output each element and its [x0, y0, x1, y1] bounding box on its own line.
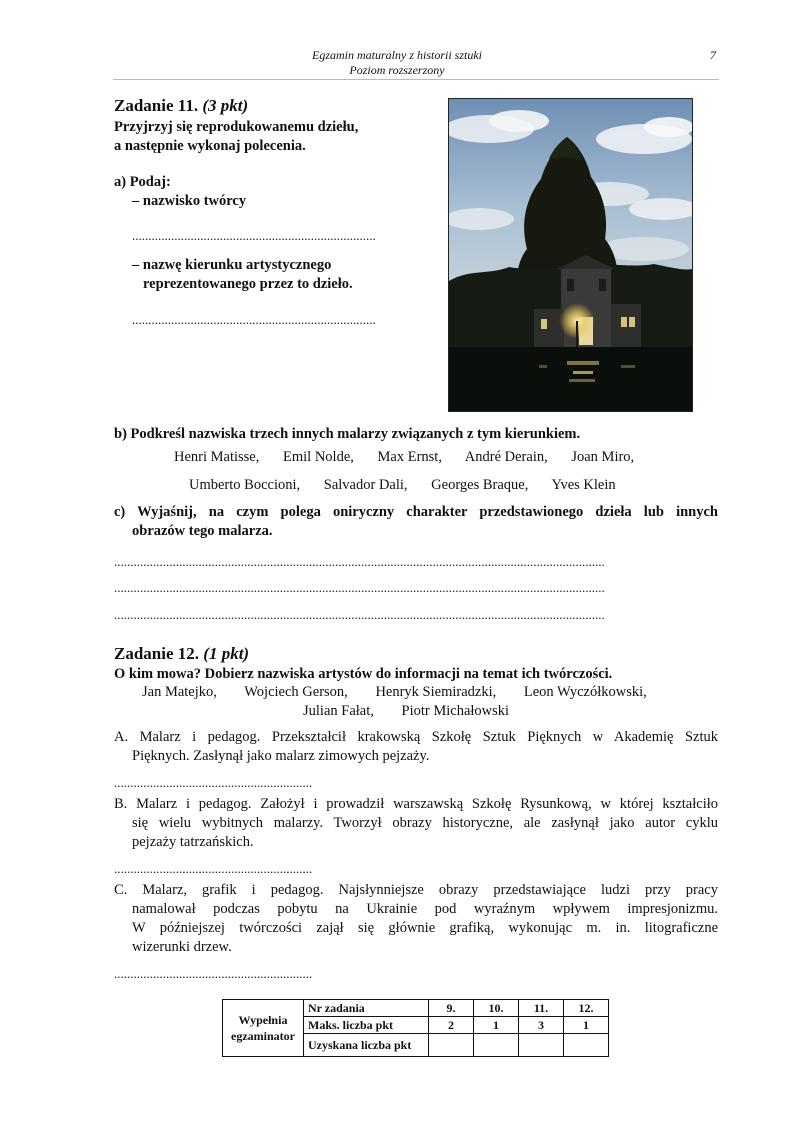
obtained-points-cell[interactable] [474, 1034, 519, 1057]
obtained-points-cell[interactable] [519, 1034, 564, 1057]
task12-item-a-2: Pięknych. Zasłynął jako malarz zimowych pejzaży. [132, 748, 430, 764]
painter-name[interactable]: Yves Klein [551, 477, 616, 493]
task11-c-answer-line1[interactable]: ....................................................................................................................................................... [114, 554, 605, 569]
task12-heading [114, 644, 249, 664]
max-points: 1 [564, 1017, 609, 1034]
task11-a-answer2[interactable]: ........................................................................... [132, 312, 376, 327]
page-number: 7 [710, 48, 716, 62]
obtained-points-cell[interactable] [564, 1034, 609, 1057]
task11-c-prompt-1: c) Wyjaśnij, na czym polega oniryczny charakter przedstawionego dzieła lub innych [114, 504, 718, 520]
task11-a-label: a) Podaj: [114, 174, 171, 190]
task12-answer-b[interactable]: ............................................................. [114, 861, 313, 876]
task12-answer-c[interactable]: ............................................................. [114, 966, 313, 981]
task11-c-answer-line3[interactable]: ....................................................................................................................................................... [114, 607, 605, 622]
header-level: Poziom rozszerzony [349, 63, 445, 77]
task12-artists-row2 [303, 702, 509, 721]
artist-name: Wojciech Gerson, [244, 684, 348, 700]
task11-b-names-row1 [174, 448, 654, 467]
painter-name[interactable]: Emil Nolde, [283, 449, 354, 465]
painter-name[interactable]: Georges Braque, [431, 477, 529, 493]
artist-name: Henryk Siemiradzki, [375, 684, 497, 700]
task11-b-names-row2 [189, 476, 636, 495]
task11-intro-1: Przyjrzyj się reprodukowanemu dziełu, [114, 119, 359, 135]
artist-name: Julian Fałat, [303, 703, 374, 719]
header-exam-title: Egzamin maturalny z historii sztuki [311, 48, 482, 62]
max-points: 2 [429, 1017, 474, 1034]
task11-c-prompt-2: obrazów tego malarza. [132, 523, 273, 539]
task-number: 12. [564, 1000, 609, 1017]
task12-prompt: O kim mowa? Dobierz nazwiska artystów do informacji na temat ich twórczości. [114, 666, 613, 682]
artist-name: Leon Wyczółkowski, [523, 684, 647, 700]
score-table-row-got: Uzyskana liczba pkt [304, 1034, 429, 1057]
task11-a-item2-2: reprezentowanego przez to dzieło. [143, 276, 353, 292]
task12-points: (1 pkt) [203, 644, 250, 663]
painter-name[interactable]: Salvador Dali, [323, 477, 408, 493]
task11-points: (3 pkt) [202, 96, 249, 115]
max-points: 1 [474, 1017, 519, 1034]
painting-image [449, 99, 692, 411]
task11-a-answer1[interactable]: ........................................................................... [132, 228, 376, 243]
task12-item-a-1: A. Malarz i pedagog. Przekształcił krakowską Szkołę Sztuk Pięknych w Akademię Sztuk [114, 729, 718, 745]
task11-intro-2: a następnie wykonaj polecenia. [114, 138, 306, 154]
task12-item-b-3: pejzaży tatrzańskich. [132, 834, 254, 850]
task-number: 10. [474, 1000, 519, 1017]
task11-title: Zadanie 11. [114, 96, 199, 115]
task12-item-b-2: się wielu wybitnych malarzy. Tworzył obrazy historyczne, ale zasłynął jako autor cyklu [132, 815, 718, 831]
task11-c-answer-line2[interactable]: ....................................................................................................................................................... [114, 580, 605, 595]
artist-name: Jan Matejko, [142, 684, 217, 700]
painter-name[interactable]: Max Ernst, [377, 449, 442, 465]
artist-name: Piotr Michałowski [401, 703, 510, 719]
max-points: 3 [519, 1017, 564, 1034]
score-table-wrapper [222, 999, 609, 1057]
header-divider [113, 79, 719, 80]
obtained-points-cell[interactable] [429, 1034, 474, 1057]
painting-reproduction [448, 98, 693, 412]
task12-item-b-1: B. Malarz i pedagog. Założył i prowadził warszawską Szkołę Rysunkową, w której kształciło [114, 796, 718, 812]
task-number: 9. [429, 1000, 474, 1017]
score-table-row-max: Maks. liczba pkt [304, 1017, 429, 1034]
painter-name[interactable]: André Derain, [464, 449, 548, 465]
task12-title: Zadanie 12. [114, 644, 200, 663]
painter-name[interactable]: Henri Matisse, [174, 449, 260, 465]
task11-a-item2-1: – nazwę kierunku artystycznego [132, 257, 332, 273]
task12-artists-row1 [142, 683, 647, 702]
task12-answer-a[interactable]: ............................................................. [114, 775, 313, 790]
task12-item-c-3: W późniejszej twórczości zajął się głównie grafiką, wykonując m. in. litograficzne [132, 920, 718, 936]
task12-item-c-1: C. Malarz, grafik i pedagog. Najsłynniejsze obrazy przedstawiające ludzi przy pracy [114, 882, 718, 898]
task12-item-c-2: namalował podczas pobytu na Ukrainie pod wyraźnym wpływem impresjonizmu. [132, 901, 718, 917]
painter-name[interactable]: Umberto Boccioni, [189, 477, 301, 493]
score-table-row-task: Nr zadania [304, 1000, 429, 1017]
task11-heading [114, 96, 248, 116]
score-table-fill-label: Wypełnia egzaminator [223, 1000, 304, 1057]
task11-b-prompt: b) Podkreśl nazwiska trzech innych malarzy związanych z tym kierunkiem. [114, 426, 581, 442]
task11-a-item1: – nazwisko twórcy [132, 193, 247, 209]
painter-name[interactable]: Joan Miro, [571, 449, 635, 465]
score-table [222, 999, 609, 1057]
task-number: 11. [519, 1000, 564, 1017]
task12-item-c-4: wizerunki drzew. [132, 939, 232, 955]
